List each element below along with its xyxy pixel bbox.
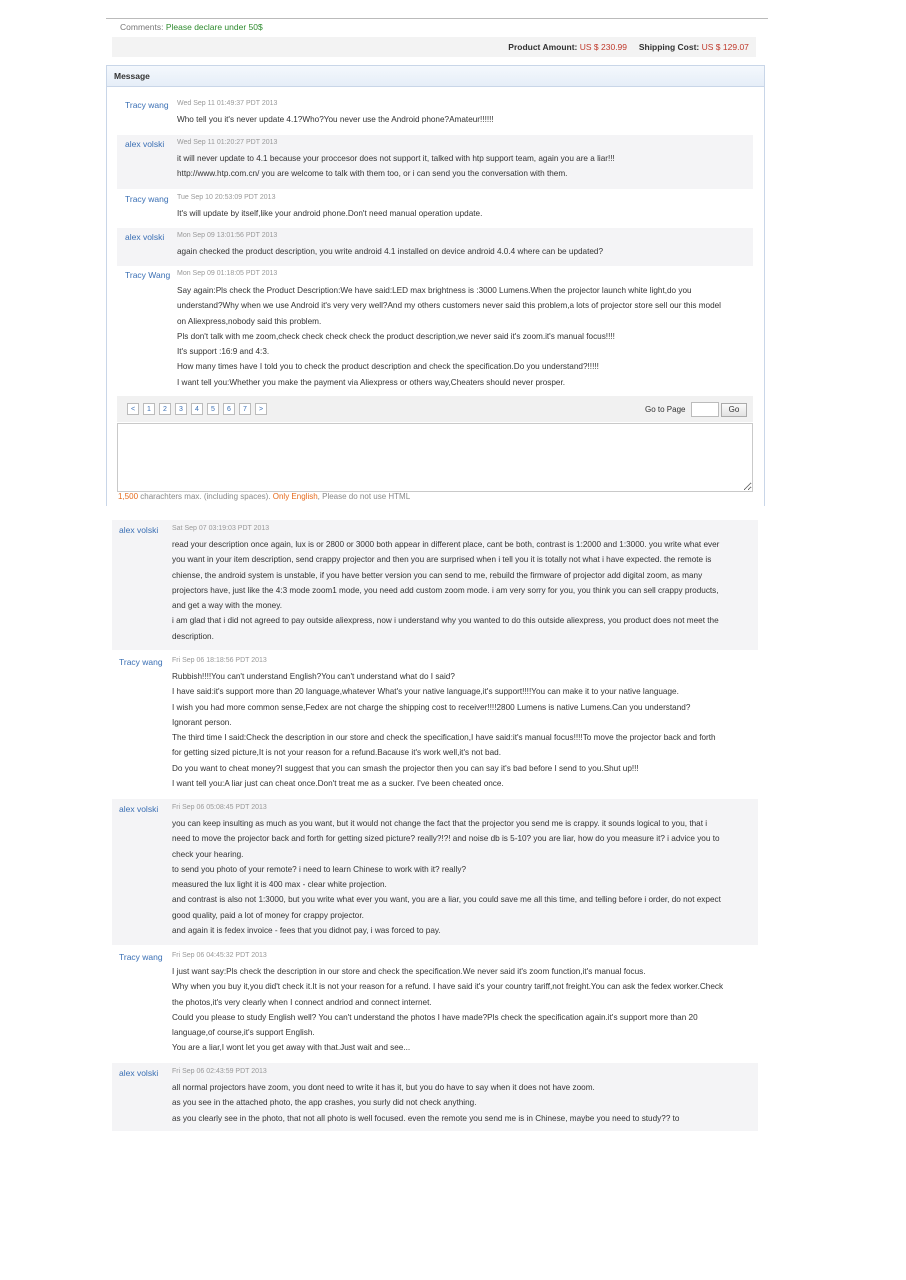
message-line: for getting sized picture,It is not your reason for a refund.Bacause it's work well,it's not bad.: [172, 748, 501, 758]
message-date: Wed Sep 11 01:20:27 PDT 2013: [177, 139, 278, 146]
product-amount-value: US $ 230.99: [579, 42, 628, 52]
message-line: the photos,it's very clearly when I connect andriod and connect internet.: [172, 997, 432, 1007]
hint-end: , Please do not use HTML: [317, 492, 411, 501]
message-date: Mon Sep 09 01:18:05 PDT 2013: [177, 270, 278, 277]
message-line: I have said:it's support more than 20 language,whatever What's your native language,it's support!!!!You can make it to your native language.: [172, 687, 679, 697]
compose-hint: [118, 492, 410, 501]
message-author[interactable]: alex volski: [119, 1068, 159, 1078]
message-line: Rubbish!!!!You can't understand English?You can't understand what do I said?: [172, 672, 455, 681]
message-line: Ignorant person.: [172, 717, 232, 727]
hint-count: 1,500: [118, 492, 139, 501]
order-comments: [120, 22, 263, 32]
prev-page-button[interactable]: <: [127, 403, 139, 415]
page-3-button[interactable]: 3: [175, 403, 187, 415]
message-line: need to move the projector back and forth for getting sized picture? really?!?! and noise db is 5-10? you are liar, how do you measure it? i advice you to: [172, 834, 720, 844]
message-author[interactable]: Tracy wang: [119, 952, 163, 962]
message-line: on Aliexpress,nobody said this problem.: [177, 316, 322, 326]
message-line: Could you please to study English well? You can't understand the photos I have made?Pls check the specification again.it's support more than 20: [172, 1012, 698, 1022]
next-page-button[interactable]: >: [255, 403, 267, 415]
message-line: as you see in the attached photo, the app crashes, you surly did not check anything.: [172, 1098, 477, 1108]
comments-label: Comments:: [120, 22, 164, 32]
message-item: [117, 266, 753, 394]
message-date: Sat Sep 07 03:19:03 PDT 2013: [172, 525, 270, 532]
message-body: [172, 537, 744, 644]
goto-page-label: Go to Page: [645, 405, 686, 414]
page-2-button[interactable]: 2: [159, 403, 171, 415]
message-panel-title: Message: [107, 66, 764, 87]
message-body: [172, 1080, 744, 1126]
message-line: It's will update by itself,like your android phone.Don't need manual operation update.: [177, 209, 483, 218]
message-date: Tue Sep 10 20:53:09 PDT 2013: [177, 194, 276, 201]
message-author[interactable]: alex volski: [125, 232, 165, 242]
message-line: and get a way with the money.: [172, 601, 282, 611]
message-line: Who tell you it's never update 4.1?Who?You never use the Android phone?Amateur!!!!!!: [177, 115, 494, 124]
message-line: read your description once again, lux is or 2800 or 3000 both appear in different place, cant be both, contrast is 1:2000 and 1:3000. you write what ever: [172, 540, 720, 549]
message-line: Why when you buy it,you did't check it.It is not your reason for a refund. I have said it's your country tariff,not freight.You can ask the fedex worker.Check: [172, 982, 724, 992]
message-line: Do you want to cheat money?I suggest that you can smash the projector then you can say it's bad before I send to you.Shut up!!!: [172, 763, 639, 773]
goto-page-input[interactable]: [691, 402, 719, 417]
message-item: [117, 96, 753, 134]
message-date: Wed Sep 11 01:49:37 PDT 2013: [177, 100, 278, 107]
message-item: [112, 947, 758, 1061]
hint-mid: charachters max. (including spaces).: [138, 492, 271, 501]
message-line: and again it is fedex invoice - fees that you didnot pay, i was forced to pay.: [172, 926, 441, 936]
pagination-bar: [117, 396, 753, 422]
message-line: I just want say:Pls check the description in our store and check the specification.We never said it's zoom function,it's manual focus.: [172, 967, 646, 976]
message-line: measured the lux light it is 400 max - clear white projection.: [172, 880, 387, 890]
message-line: http://www.htp.com.cn/ you are welcome to talk with them too, or i can send you the conversation with them.: [177, 169, 568, 179]
top-divider: [106, 18, 768, 19]
message-item: [112, 520, 758, 650]
message-line: It's support :16:9 and 4:3.: [177, 347, 270, 357]
message-line: I want tell you:Whether you make the payment via Aliexpress or others way,Cheaters should never prosper.: [177, 377, 566, 387]
message-line: as you clearly see in the photo, that not all photo is well focused. even the remote you send me is in Chinese, maybe you need to study?? to: [172, 1113, 680, 1123]
message-author[interactable]: alex volski: [119, 525, 159, 535]
message-item: [112, 799, 758, 945]
message-body: [172, 816, 744, 938]
message-author[interactable]: Tracy wang: [125, 100, 169, 110]
comments-value: Please declare under 50$: [165, 22, 263, 32]
message-body: [177, 206, 749, 221]
shipping-cost-value: US $ 129.07: [701, 42, 749, 52]
message-author[interactable]: Tracy wang: [125, 194, 169, 204]
page-7-button[interactable]: 7: [239, 403, 251, 415]
message-line: check your hearing.: [172, 849, 244, 859]
message-item: [112, 652, 758, 797]
message-line: Say again:Pls check the Product Description:We have said:LED max brightness is :3000 Lumens.When the projector launch white light,do you: [177, 286, 692, 295]
message-line: understand?Why when we use Android it's very very well?And my others customers never said this problem,a lots of projector store sell our this model: [177, 301, 722, 311]
message-line: language,of course,it's support English.: [172, 1028, 315, 1038]
page-4-button[interactable]: 4: [191, 403, 203, 415]
shipping-cost-label: Shipping Cost:: [638, 42, 700, 52]
message-line: you want in your item description, send crappy projector and then you are surprised when i tell you it is totally not what i have expected. the remote is: [172, 555, 712, 565]
message-body: [177, 244, 749, 259]
message-line: description.: [172, 631, 214, 641]
message-item: [112, 1063, 758, 1131]
message-line: I want tell you:A liar just can cheat once.Don't treat me as a sucker. I've been cheated once.: [172, 779, 504, 789]
page-1-button[interactable]: 1: [143, 403, 155, 415]
message-line: How many times have I told you to check the product description and check the specification.Do you understand?!!!!!: [177, 362, 599, 372]
message-author[interactable]: alex volski: [119, 804, 159, 814]
message-line: good quality, paid a lot of money for crappy projector.: [172, 910, 364, 920]
page-5-button[interactable]: 5: [207, 403, 219, 415]
message-line: it will never update to 4.1 because your proccesor does not support it, talked with htp support team, again you are a liar!!!: [177, 154, 615, 163]
message-line: The third time I said:Check the description in our store and check the specification,I have said:it's manual focus!!!!To move the projector back and forth: [172, 733, 716, 743]
page-6-button[interactable]: 6: [223, 403, 235, 415]
message-author[interactable]: Tracy wang: [119, 657, 163, 667]
message-body: [177, 151, 749, 182]
message-line: and contrast is also not 1:3000, but you write what ever you want, you are a liar, you could save me all this time, and telling before i order, do not expect: [172, 895, 721, 905]
message-body: [177, 112, 749, 127]
message-date: Fri Sep 06 18:18:56 PDT 2013: [172, 657, 267, 664]
message-body: [172, 669, 744, 791]
message-line: Pls don't talk with me zoom,check check check check the product description,we never said it's zoom.it's manual focus!!!!: [177, 331, 615, 341]
message-author[interactable]: Tracy Wang: [125, 270, 171, 280]
message-line: I wish you had more common sense,Fedex are not charge the shipping cost to receiver!!!!2800 Lumens is native Lumens.Can you understand?: [172, 702, 691, 712]
message-panel: [106, 65, 765, 506]
message-line: to send you photo of your remote? i need to learn Chinese to work with it? really?: [172, 864, 467, 874]
message-author[interactable]: alex volski: [125, 139, 165, 149]
product-amount-label: Product Amount:: [508, 42, 578, 52]
message-line: you can keep insulting as much as you want, but it would not change the fact that the projector you send me is crappy. it sounds logical to you, that i: [172, 819, 708, 828]
message-line: projectors have, just like the 4:3 mode zoom1 mode, you need add custom zoom mode. i am very sorry for you, you think you can sell crappy products,: [172, 585, 719, 595]
message-item: [117, 228, 753, 266]
message-line: You are a liar,I wont let you get away with that.Just wait and see...: [172, 1043, 411, 1053]
message-date: Fri Sep 06 05:08:45 PDT 2013: [172, 804, 267, 811]
message-line: i am glad that i did not agreed to pay outside aliexpress, now i understand why you wanted to do this outside aliexpress, you product does not meet the: [172, 616, 719, 626]
message-body: [177, 283, 749, 390]
message-date: Fri Sep 06 04:45:32 PDT 2013: [172, 952, 267, 959]
message-body: [172, 964, 744, 1056]
message-item: [117, 190, 753, 228]
message-line: all normal projectors have zoom, you dont need to write it has it, but you do have to say when it does not have zoom.: [172, 1083, 595, 1092]
message-date: Mon Sep 09 13:01:56 PDT 2013: [177, 232, 278, 239]
message-compose-textarea[interactable]: [117, 423, 753, 492]
go-button[interactable]: Go: [721, 403, 747, 417]
message-line: again checked the product description, you write android 4.1 installed on device android 4.0.4 where can be updated?: [177, 247, 604, 256]
message-line: chiense, the android system is unstable, if you have better version you can send to me, rebuild the firmware of projector add digital zoom, as many: [172, 570, 703, 580]
message-item: [117, 135, 753, 189]
message-date: Fri Sep 06 02:43:59 PDT 2013: [172, 1068, 267, 1075]
hint-english: Only English: [270, 492, 318, 501]
order-amount-bar: [112, 37, 756, 57]
